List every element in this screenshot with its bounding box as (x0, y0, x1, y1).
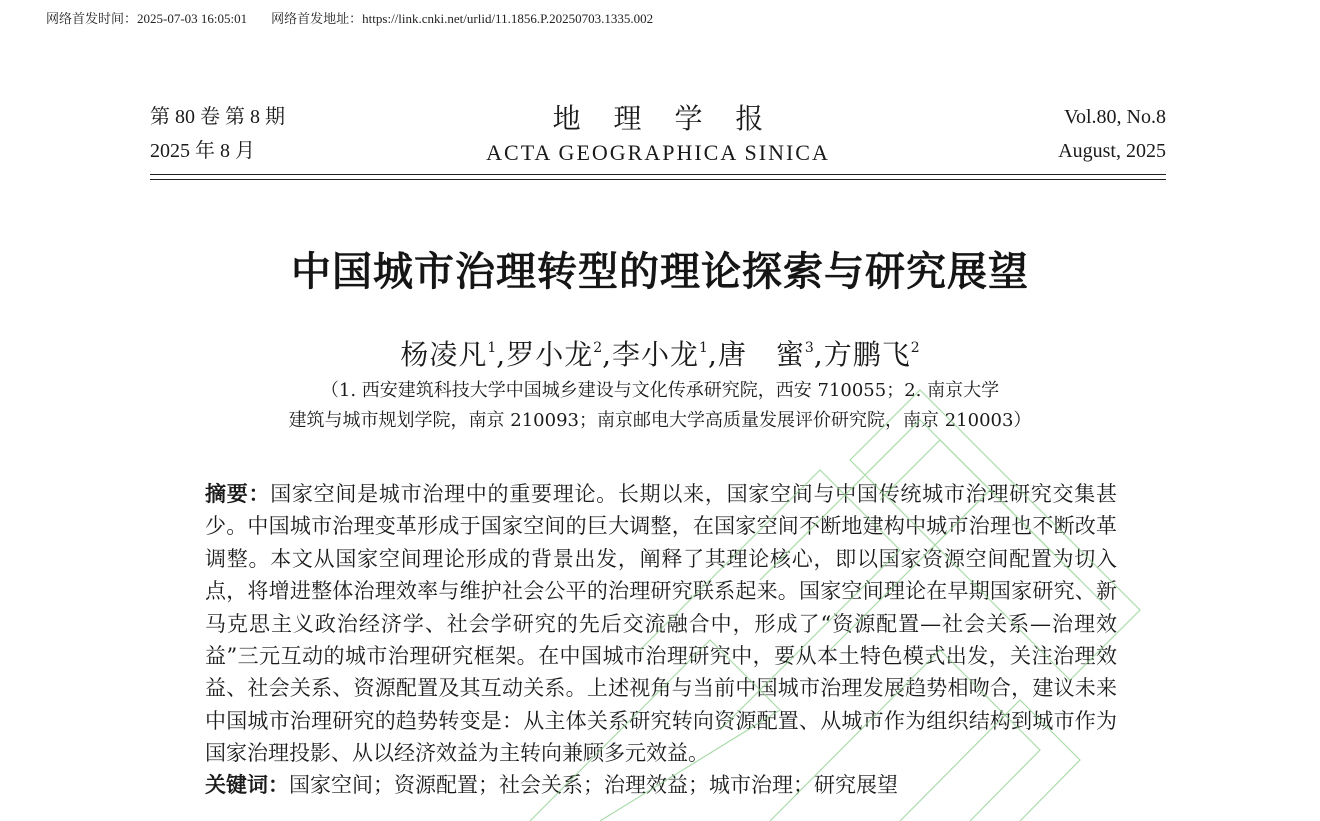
online-publication-line (46, 8, 653, 27)
abstract (205, 478, 1117, 770)
author-name: 罗小龙 (506, 338, 594, 371)
keywords (205, 769, 898, 801)
pub-time-label: 网络首发时间： (46, 11, 138, 26)
author-affil-mark: 2 (910, 340, 920, 356)
volume-issue-en: Vol.80, No.8 (1064, 106, 1166, 128)
date-en: August, 2025 (1058, 140, 1166, 162)
journal-name-cn: 地 理 学 报 (552, 102, 776, 135)
volume-issue-cn: 第 80 卷 第 8 期 (150, 106, 285, 128)
keywords-text: 国家空间；资源配置；社会关系；治理效益；城市治理；研究展望 (289, 773, 898, 797)
masthead-rule-bottom (150, 179, 1166, 180)
author-affil-mark: 1 (487, 340, 497, 356)
pub-time: 2025-07-03 16:05:01 (137, 11, 248, 26)
paper-title: 中国城市治理转型的理论探索与研究展望 (291, 249, 1029, 295)
affiliation-line-2: 建筑与城市规划学院，南京 210093；南京邮电大学高质量发展评价研究院，南京 210003） (288, 410, 1032, 431)
author-affil-mark: 1 (699, 340, 708, 356)
abstract-text: 国家空间是城市治理中的重要理论。长期以来，国家空间与中国传统城市治理研究交集甚少。中国城市治理变革形成于国家空间的巨大调整，在国家空间不断地建构中城市治理也不断改革调整。本文从国家空间理论形成的背景出发，阐释了其理论核心，即以国家资源空间配置为切入点，将增进整体治理效率与维护社会公平的治理研究联系起来。国家空间理论在早期国家研究、新马克思主义政治经济学、社会学研究的先后交流融合中，形成了“资源配置—社会关系—治理效益”三元互动的城市治理研究框架。在中国城市治理研究中，要从本土特色模式出发，关注治理效益、社会关系、资源配置及其互动关系。上述视角与当前中国城市治理发展趋势相吻合，建议未来中国城市治理研究的趋势转变是：从主体关系研究转向资源配置、从城市作为组织结构到城市作为国家治理投影、从以经济效益为主转向兼顾多元效益。 (205, 482, 1118, 766)
author-list: 杨凌凡$^1$,罗小龙$^2$,李小龙$^1$,唐 蜜$^3$,方鹏飞$^2$ (400, 338, 920, 371)
author-affil-mark: 3 (804, 340, 814, 356)
date-cn: 2025 年 8 月 (150, 140, 255, 162)
pub-url-label: 网络首发地址： (271, 11, 363, 26)
journal-masthead (150, 100, 1166, 170)
author-name: 方鹏飞 (823, 338, 911, 371)
author-name: 李小龙 (612, 338, 700, 371)
pub-url[interactable]: https://link.cnki.net/urlid/11.1856.P.20250703.1335.002 (362, 11, 654, 26)
abstract-label: 摘要： (205, 482, 271, 506)
masthead-right (1058, 100, 1166, 168)
author-name: 杨凌凡 (400, 338, 488, 371)
author-name: 唐 蜜 (717, 338, 805, 371)
masthead-rule-top (150, 174, 1166, 175)
masthead-center (150, 100, 1166, 168)
keywords-label: 关键词： (205, 773, 289, 797)
author-affil-mark: 2 (593, 340, 603, 356)
journal-name-en: ACTA GEOGRAPHICA SINICA (486, 140, 830, 165)
affiliation-line-1: （1. 西安建筑科技大学中国城乡建设与文化传承研究院，西安 710055；2. 南京大学 (320, 380, 1000, 401)
